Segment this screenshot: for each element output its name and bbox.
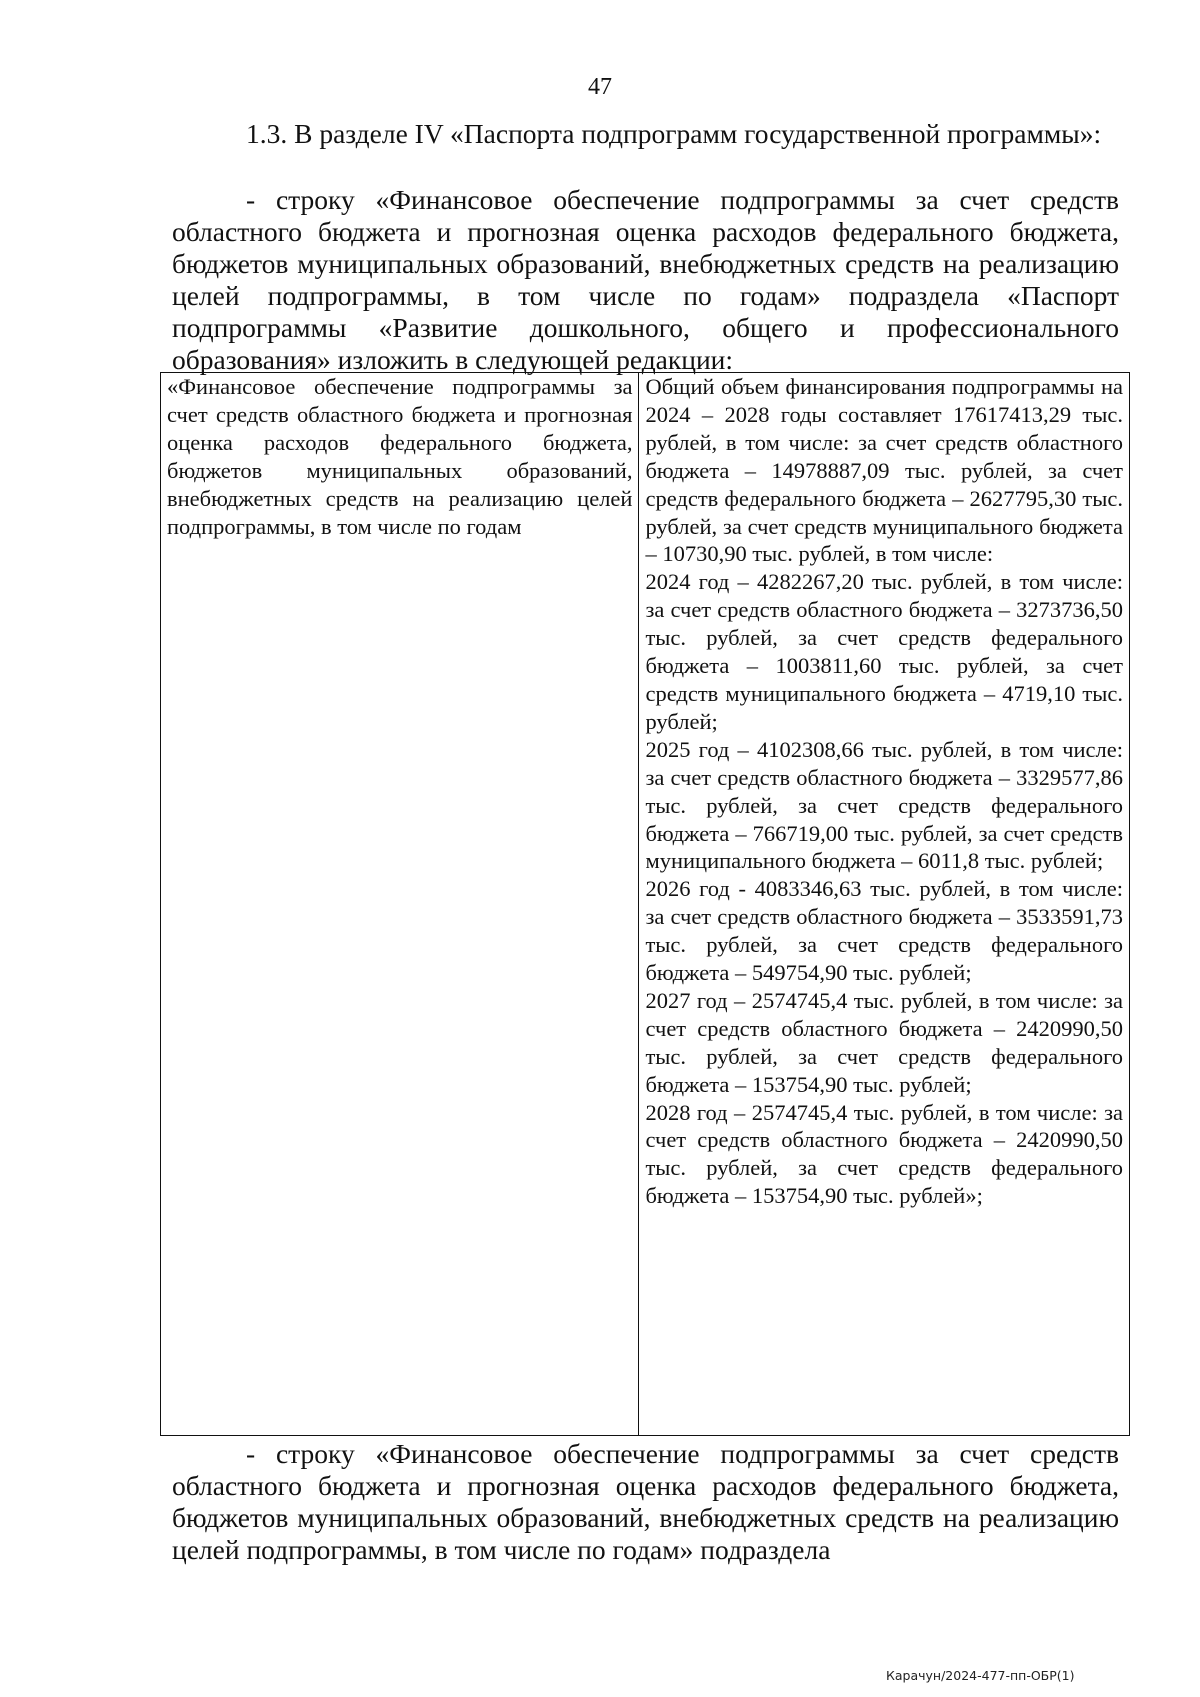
funding-2026: 2026 год - 4083346,63 тыс. рублей, в том числе: за счет средств областного бюджета – 3533591,73 тыс. рублей, за счет средств федерального бюджета – 549754,90 тыс. рублей; [645, 876, 1123, 986]
funding-2027: 2027 год – 2574745,4 тыс. рублей, в том числе: за счет средств областного бюджета – 2420990,50 тыс. рублей, за счет средств федерального бюджета – 153754,90 тыс. рублей; [645, 987, 1123, 1097]
page-number: 47 [588, 74, 612, 100]
funding-total: Общий объем финансирования подпрограммы на 2024 – 2028 годы составляет 17617413,29 тыс. рублей, в том числе: за счет средств областного бюджета – 14978887,09 тыс. рублей, за счет средств федерального бюджета – 2627795,30 тыс. рублей, за счет средств муниципального бюджета – 10730,90 тыс. рублей, в том числе: [645, 374, 1123, 567]
instruction-paragraph-continued: - строку «Финансовое обеспечение подпрограммы за счет средств областного бюджета и прогнозная оценка расходов федерального бюджета, бюджетов муниципальных образований, внебюджетных средств на реализацию целей подпрограммы, в том числе по годам» подраздела [172, 1438, 1119, 1565]
table-cell-value [639, 373, 1130, 1436]
table-cell-label [161, 373, 639, 1436]
document-code: Карачун/2024-477-пп-ОБР(1) [886, 1668, 1075, 1683]
funding-2025: 2025 год – 4102308,66 тыс. рублей, в том числе: за счет средств областного бюджета – 3329577,86 тыс. рублей, за счет средств федерального бюджета – 766719,00 тыс. рублей, за счет средств муниципального бюджета – 6011,8 тыс. рублей; [645, 736, 1123, 874]
table-row [161, 373, 1130, 1436]
funding-2024: 2024 год – 4282267,20 тыс. рублей, в том числе: за счет средств областного бюджета – 3273736,50 тыс. рублей, за счет средств федерального бюджета – 1003811,60 тыс. рублей, за счет средств муниципального бюджета – 4719,10 тыс. рублей; [645, 569, 1123, 734]
instruction-paragraph: - строку «Финансовое обеспечение подпрограммы за счет средств областного бюджета и прогнозная оценка расходов федерального бюджета, бюджетов муниципальных образований, внебюджетных средств на реализацию целей подпрограммы, в том числе по годам» подраздела «Паспорт подпрограммы «Развитие дошкольного, общего и профессионального образования» изложить в следующей редакции: [172, 184, 1119, 375]
passport-table [160, 372, 1130, 1436]
row-label: «Финансовое обеспечение подпрограммы за счет средств областного бюджета и прогнозная оценка расходов федерального бюджета, бюджетов муниципальных образований, внебюджетных средств на реализацию целей подпрограммы, в том числе по годам [167, 374, 633, 539]
section-heading-paragraph: 1.3. В разделе IV «Паспорта подпрограмм государственной программы»: [246, 118, 1102, 149]
funding-2028: 2028 год – 2574745,4 тыс. рублей, в том числе: за счет средств областного бюджета – 2420990,50 тыс. рублей, за счет средств федерального бюджета – 153754,90 тыс. рублей»; [645, 1099, 1123, 1209]
